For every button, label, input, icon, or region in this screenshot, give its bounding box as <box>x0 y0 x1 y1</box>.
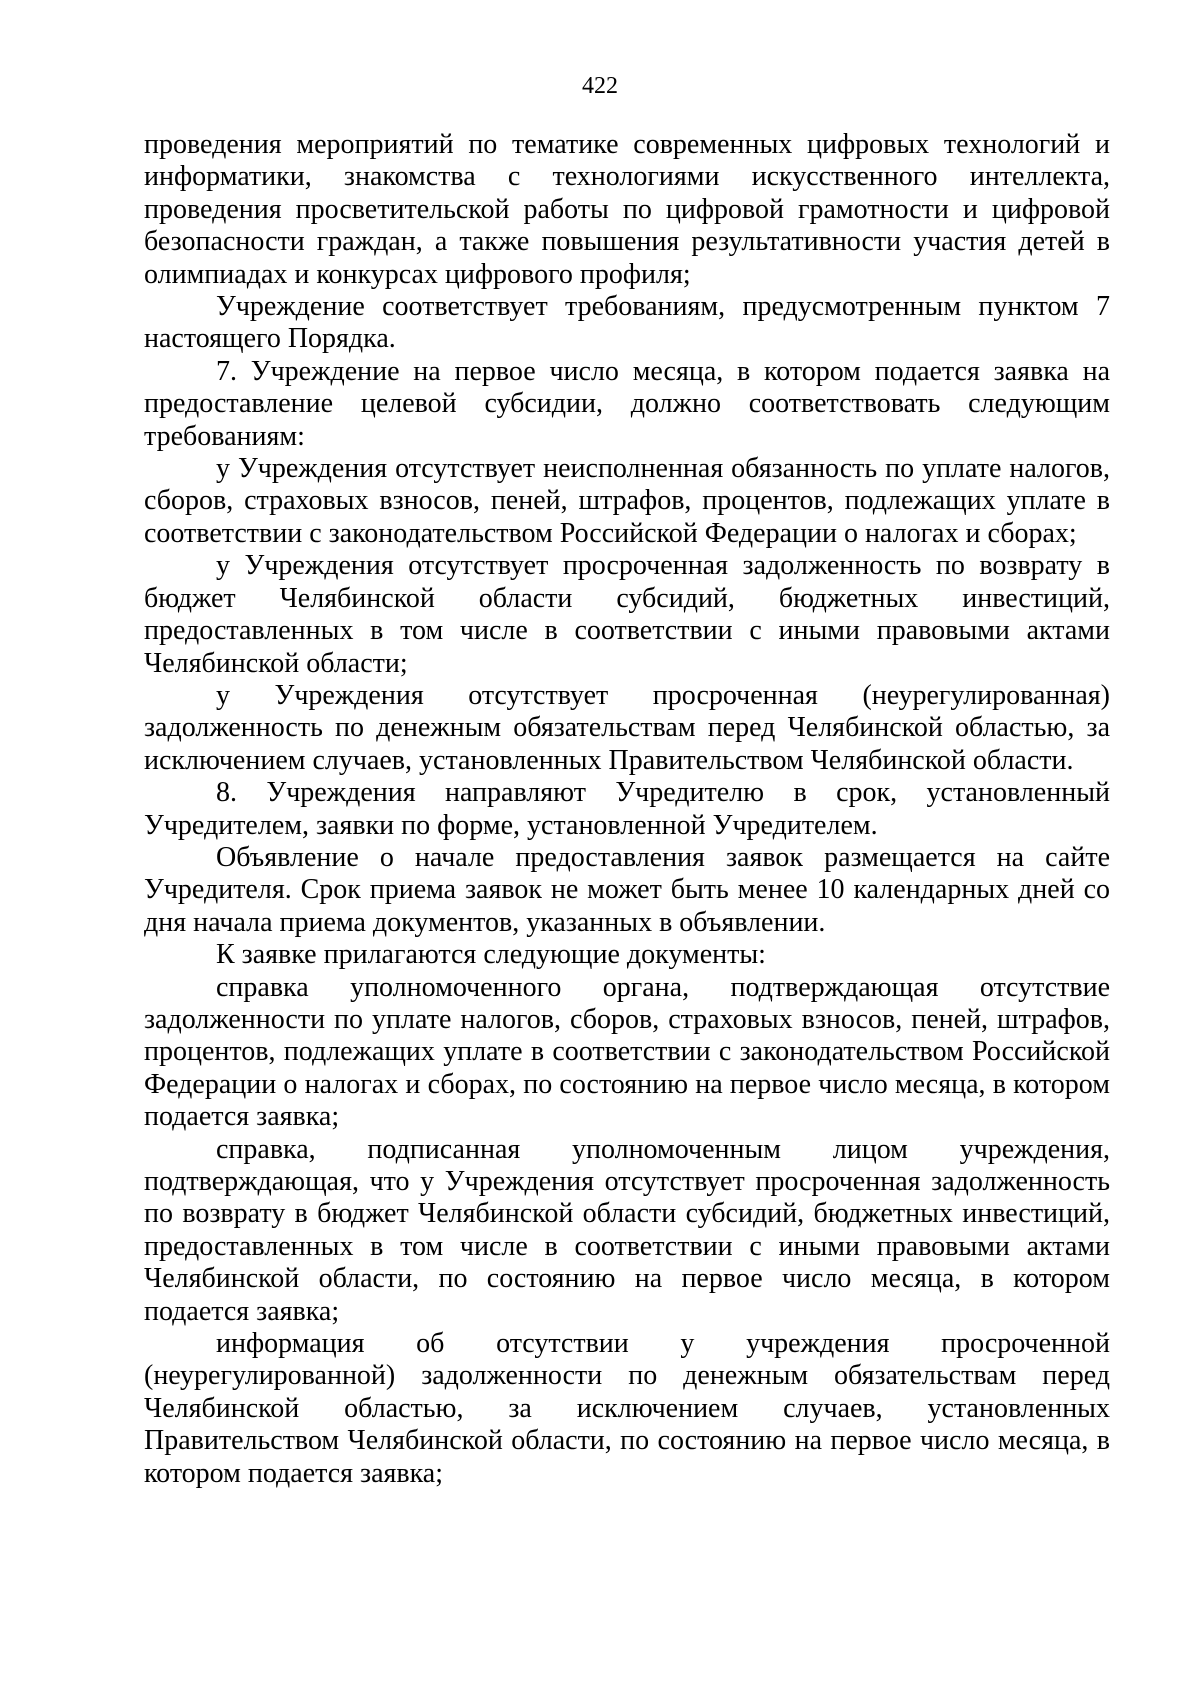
document-body <box>144 129 1110 1490</box>
paragraph-signed-certificate: справка, подписанная уполномоченным лицом учреждения, подтверждающая, что у Учреждения отсутствует просроченная задолженность по возврату в бюджет Челябинской области субсидий, бюджетных инвестиций, предоставленных в том числе в соответствии с иными правовыми актами Челябинской области, по состоянию на первое число месяца, в котором подается заявка; <box>144 1133 1110 1327</box>
paragraph-no-unsettled-obligations: у Учреждения отсутствует просроченная (неурегулированная) задолженность по денежным обязательствам перед Челябинской областью, за исключением случаев, установленных Правительством Челябинской области. <box>144 679 1110 776</box>
paragraph-unsettled-debt-information: информация об отсутствии у учреждения просроченной (неурегулированной) задолженности по денежным обязательствам перед Челябинской областью, за исключением случаев, установленных Правительством Челябинской области, по состоянию на первое число месяца, в котором подается заявка; <box>144 1328 1110 1489</box>
paragraph-announcement: Объявление о начале предоставления заявок размещается на сайте Учредителя. Срок приема заявок не может быть менее 10 календарных дней со дня начала приема документов, указанных в объявлении. <box>144 841 1110 938</box>
paragraph-no-overdue-budget-debt: у Учреждения отсутствует просроченная задолженность по возврату в бюджет Челябинской области субсидий, бюджетных инвестиций, предоставленных в том числе в соответствии с иными правовыми актами Челябинской области; <box>144 550 1110 679</box>
paragraph-purpose-continuation: проведения мероприятий по тематике современных цифровых технологий и информатики, знакомства с технологиями искусственного интеллекта, проведения просветительской работы по цифровой грамотности и цифровой безопасности граждан, а также повышения результативности участия детей в олимпиадах и конкурсах цифрового профиля; <box>144 129 1110 290</box>
paragraph-compliance-point-7: Учреждение соответствует требованиям, предусмотренным пунктом 7 настоящего Порядка. <box>144 291 1110 355</box>
page-number: 422 <box>582 73 618 99</box>
paragraph-tax-authority-certificate: справка уполномоченного органа, подтверждающая отсутствие задолженности по уплате налогов, сборов, страховых взносов, пеней, штрафов, процентов, подлежащих уплате в соответствии с законодательством Российской Федерации о налогах и сборах, по состоянию на первое число месяца, в котором подается заявка; <box>144 971 1110 1133</box>
paragraph-no-tax-debt: у Учреждения отсутствует неисполненная обязанность по уплате налогов, сборов, страховых взносов, пеней, штрафов, процентов, подлежащих уплате в соответствии с законодательством Российской Федерации о налогах и сборах; <box>144 453 1110 549</box>
paragraph-attached-documents-intro: К заявке прилагаются следующие документы: <box>216 939 766 971</box>
paragraph-item-8: 8. Учреждения направляют Учредителю в срок, установленный Учредителем, заявки по форме, установленной Учредителем. <box>144 777 1110 841</box>
paragraph-item-7: 7. Учреждение на первое число месяца, в котором подается заявка на предоставление целевой субсидии, должно соответствовать следующим требованиям: <box>144 355 1110 452</box>
